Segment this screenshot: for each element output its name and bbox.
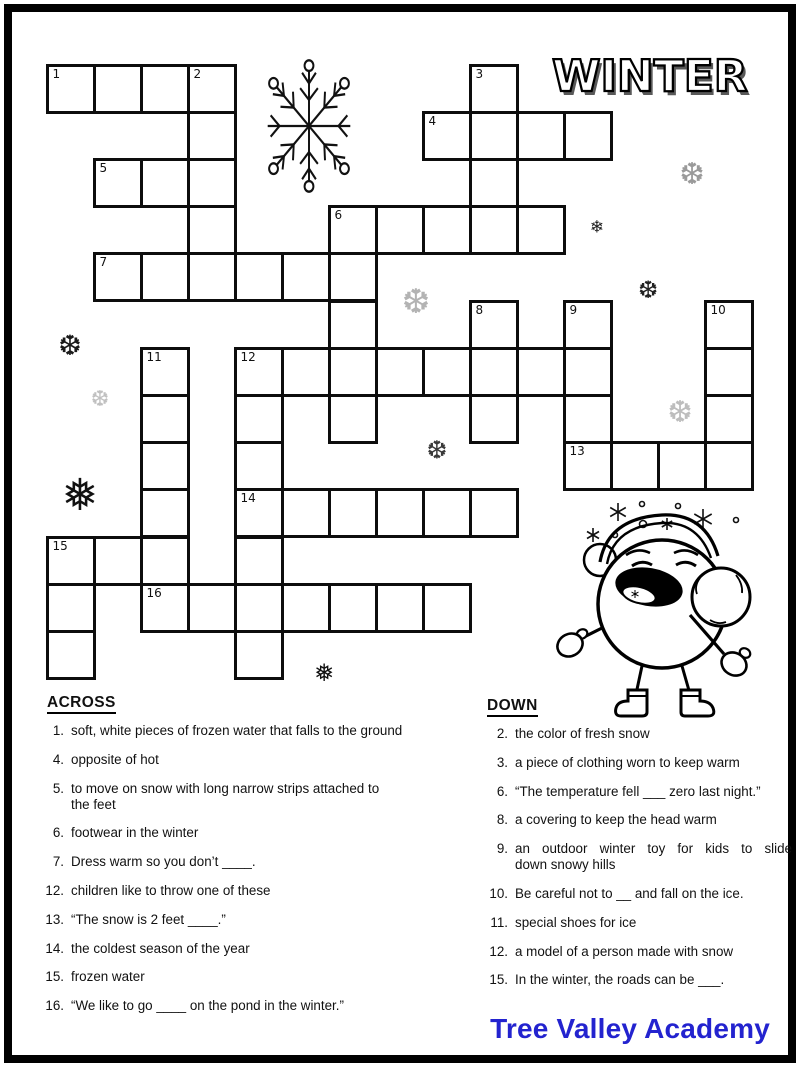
cell-number: 7 — [99, 255, 108, 270]
cell-number: 9 — [569, 302, 578, 317]
clue-row — [484, 755, 792, 771]
crossword-cell[interactable] — [469, 488, 519, 538]
clue-number: 10. — [489, 885, 508, 901]
crossword-cell[interactable] — [563, 347, 613, 397]
cell-number: 2 — [193, 66, 202, 81]
crossword-cell[interactable] — [140, 441, 190, 491]
crossword-cell[interactable] — [281, 252, 331, 302]
crossword-cell[interactable] — [375, 347, 425, 397]
crossword-cell[interactable] — [704, 347, 754, 397]
crossword-cell[interactable] — [187, 205, 237, 255]
crossword-cell[interactable] — [187, 158, 237, 208]
clue-number: 11. — [490, 914, 508, 930]
clue-number: 8. — [496, 812, 508, 828]
crossword-cell[interactable] — [422, 111, 472, 161]
cell-number: 4 — [428, 113, 437, 128]
page-title: WINTER — [552, 51, 748, 102]
cell-number: 1 — [52, 66, 61, 81]
clue-text: to move on snow with long narrow strips attached to the feet — [71, 780, 380, 812]
clue-row — [44, 969, 450, 985]
crossword-cell[interactable] — [140, 488, 190, 538]
crossword-cell[interactable] — [516, 347, 566, 397]
clue-text: soft, white pieces of frozen water that falls to the ground — [71, 723, 403, 738]
clue-text: In the winter, the roads can be ___. — [515, 972, 725, 988]
clue-text: a covering to keep the head warm — [515, 812, 717, 828]
clue-number: 15. — [45, 969, 64, 985]
crossword-cell[interactable] — [234, 536, 284, 586]
clue-text: “The snow is 2 feet ____.” — [71, 911, 226, 927]
clue-text: a model of a person made with snow — [515, 943, 734, 959]
crossword-cell[interactable] — [187, 111, 237, 161]
down-header: DOWN — [487, 697, 538, 717]
crossword-cell[interactable] — [469, 158, 519, 208]
cell-number: 6 — [334, 208, 343, 223]
crossword-cell[interactable] — [281, 347, 331, 397]
crossword-cell[interactable] — [93, 536, 143, 586]
crossword-cell[interactable] — [563, 441, 613, 491]
crossword-cell[interactable] — [140, 158, 190, 208]
crossword-cell[interactable] — [234, 252, 284, 302]
crossword-cell[interactable] — [563, 300, 613, 350]
crossword-cell[interactable] — [46, 630, 96, 680]
crossword-cell[interactable] — [328, 300, 378, 350]
crossword-cell[interactable] — [469, 205, 519, 255]
crossword-cell[interactable] — [422, 583, 472, 633]
crossword-cell[interactable] — [469, 394, 519, 444]
large-snowflake-icon — [250, 55, 368, 197]
clue-row — [44, 854, 450, 870]
across-header: ACROSS — [47, 694, 116, 714]
snowflake-icon: ❆ — [58, 329, 82, 362]
snowflake-icon: ❆ — [679, 157, 705, 192]
crossword-cell[interactable] — [187, 252, 237, 302]
crossword-cell[interactable] — [704, 300, 754, 350]
cell-number: 12 — [240, 349, 256, 364]
clue-text: opposite of hot — [71, 751, 159, 767]
crossword-cell[interactable] — [469, 64, 519, 114]
clue-row — [44, 723, 450, 739]
clue-number: 1. — [52, 723, 64, 738]
clue-number: 16. — [45, 998, 64, 1014]
snowflake-icon: ❆ — [90, 387, 110, 412]
crossword-cell[interactable] — [140, 64, 190, 114]
crossword-cell[interactable] — [516, 205, 566, 255]
cell-number: 16 — [146, 585, 162, 600]
crossword-cell[interactable] — [93, 64, 143, 114]
across-section — [44, 694, 450, 1027]
clue-number: 14. — [45, 940, 64, 956]
crossword-cell[interactable] — [563, 394, 613, 444]
clue-number: 4. — [52, 751, 64, 767]
crossword-cell[interactable] — [234, 488, 284, 538]
crossword-cell[interactable] — [422, 205, 472, 255]
crossword-cell[interactable] — [328, 252, 378, 302]
crossword-cell[interactable] — [563, 111, 613, 161]
clue-text: footwear in the winter — [71, 825, 199, 841]
crossword-cell[interactable] — [328, 205, 378, 255]
clue-row — [484, 726, 792, 742]
clue-text: Be careful not to __ and fall on the ice. — [515, 885, 744, 901]
clue-row — [44, 752, 450, 768]
clue-row — [44, 883, 450, 899]
clue-text: the color of fresh snow — [515, 726, 650, 741]
crossword-cell[interactable] — [46, 64, 96, 114]
clue-text: special shoes for ice — [515, 914, 637, 930]
clue-row — [484, 972, 792, 988]
crossword-cell[interactable] — [516, 111, 566, 161]
crossword-cell[interactable] — [140, 347, 190, 397]
snowflake-icon: ❅ — [313, 659, 335, 687]
crossword-cell[interactable] — [328, 583, 378, 633]
crossword-cell[interactable] — [187, 583, 237, 633]
crossword-cell[interactable] — [704, 441, 754, 491]
clue-number: 7. — [52, 854, 64, 870]
clue-number: 5. — [52, 780, 64, 796]
clue-number: 6. — [496, 783, 508, 799]
crossword-cell[interactable] — [375, 583, 425, 633]
crossword-cell[interactable] — [234, 347, 284, 397]
left-mitten-icon — [553, 627, 589, 660]
clue-number: 3. — [496, 754, 508, 770]
clue-row — [484, 915, 792, 931]
snowflake-icon: ❆ — [637, 276, 659, 304]
clue-text: “We like to go ____ on the pond in the winter.” — [71, 998, 344, 1014]
clue-text: the coldest season of the year — [71, 940, 250, 956]
crossword-cell[interactable] — [328, 347, 378, 397]
snowflake-icon: ❆ — [401, 282, 431, 322]
clue-row — [484, 812, 792, 828]
crossword-cell[interactable] — [281, 488, 331, 538]
crossword-cell[interactable] — [704, 394, 754, 444]
clue-number: 6. — [52, 825, 64, 841]
cell-number: 3 — [475, 66, 484, 81]
crossword-cell[interactable] — [234, 441, 284, 491]
clue-number: 15. — [489, 972, 508, 988]
clue-row — [484, 886, 792, 902]
crossword-cell[interactable] — [328, 394, 378, 444]
crossword-cell[interactable] — [140, 252, 190, 302]
crossword-cell[interactable] — [234, 394, 284, 444]
clue-row — [44, 781, 450, 813]
clue-row — [44, 998, 450, 1014]
cell-number: 8 — [475, 302, 484, 317]
crossword-cell[interactable] — [375, 488, 425, 538]
crossword-cell[interactable] — [469, 111, 519, 161]
clue-number: 12. — [45, 882, 64, 898]
clue-row — [484, 944, 792, 960]
crossword-cell[interactable] — [422, 488, 472, 538]
cell-number: 15 — [52, 538, 68, 553]
clue-number: 2. — [496, 726, 508, 741]
clue-number: 13. — [45, 911, 64, 927]
clue-number: 12. — [489, 943, 508, 959]
clue-row — [484, 784, 792, 800]
crossword-cell[interactable] — [234, 583, 284, 633]
cell-number: 5 — [99, 160, 108, 175]
crossword-cell[interactable] — [234, 630, 284, 680]
crossword-cell[interactable] — [46, 583, 96, 633]
clue-text: Dress warm so you don’t ____. — [71, 854, 256, 870]
cell-number: 14 — [240, 491, 256, 506]
clue-text: “The temperature fell ___ zero last night.” — [515, 783, 761, 799]
clue-row — [484, 841, 792, 873]
crossword-cell[interactable] — [328, 488, 378, 538]
crossword-cell[interactable] — [281, 583, 331, 633]
crossword-cell[interactable] — [140, 394, 190, 444]
cell-number: 11 — [146, 349, 162, 364]
crossword-cell[interactable] — [187, 64, 237, 114]
crossword-cell[interactable] — [422, 347, 472, 397]
down-clue-list — [484, 726, 792, 988]
snowflake-icon: ❆ — [667, 395, 693, 430]
crossword-cell[interactable] — [610, 441, 660, 491]
cell-number: 13 — [569, 444, 585, 459]
clue-text: children like to throw one of these — [71, 882, 271, 898]
snowflake-icon: ❅ — [61, 470, 99, 521]
brand-footer: Tree Valley Academy — [490, 1013, 770, 1044]
across-clue-list — [44, 723, 450, 1014]
clue-text: a piece of clothing worn to keep warm — [515, 754, 740, 770]
crossword-cell[interactable] — [140, 536, 190, 586]
clue-row — [44, 825, 450, 841]
crossword-cell[interactable] — [93, 158, 143, 208]
crossword-cell[interactable] — [375, 205, 425, 255]
crossword-cell[interactable] — [46, 536, 96, 586]
snowflake-icon: ❄ — [589, 217, 605, 238]
crossword-cell[interactable] — [657, 441, 707, 491]
down-section — [484, 697, 792, 1001]
cell-number: 10 — [710, 302, 726, 317]
clue-row — [44, 912, 450, 928]
crossword-cell[interactable] — [469, 300, 519, 350]
right-earmuff-icon — [692, 568, 750, 626]
crossword-cell[interactable] — [469, 347, 519, 397]
crossword-cell[interactable] — [140, 583, 190, 633]
snowflake-icon: ❆ — [426, 435, 448, 465]
clue-number: 9. — [496, 841, 508, 857]
clue-text: frozen water — [71, 969, 145, 985]
clue-row — [44, 941, 450, 957]
crossword-cell[interactable] — [93, 252, 143, 302]
clue-text: an outdoor winter toy for kids to slide down snowy hills — [515, 841, 792, 873]
